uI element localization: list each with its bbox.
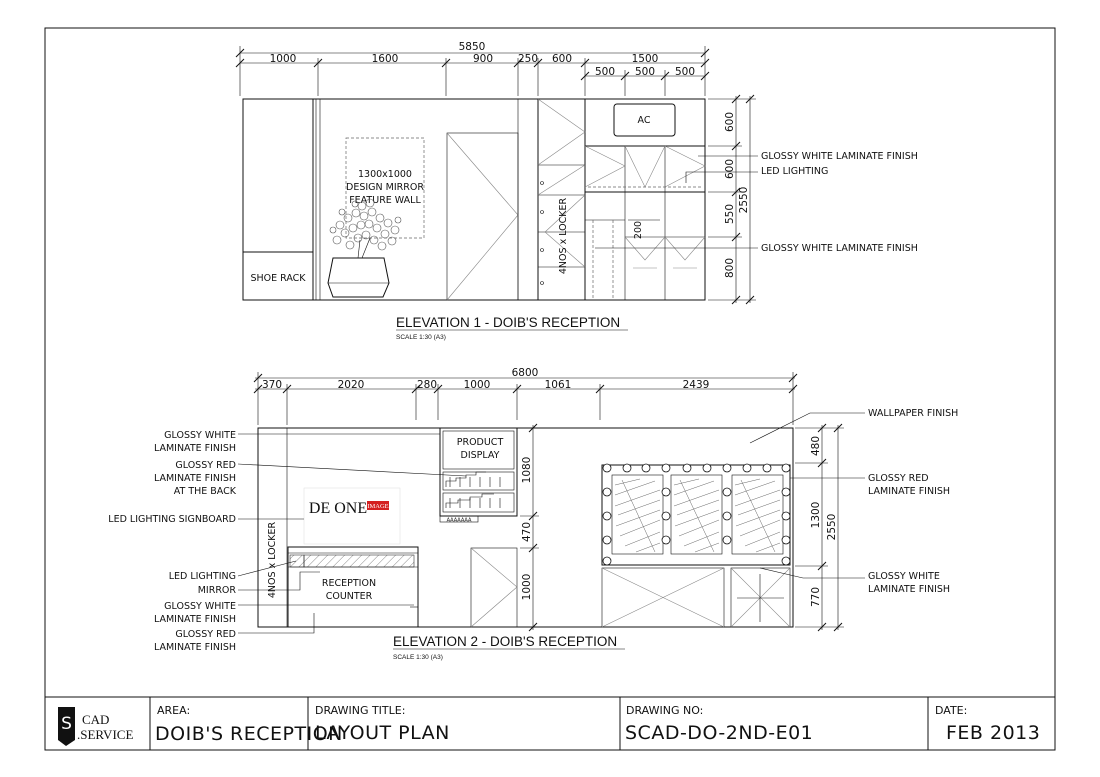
callout-left: GLOSSY WHITE xyxy=(164,601,236,612)
elev1-dim-inner: 200 xyxy=(633,220,644,240)
callout-left: LAMINATE FINISH xyxy=(153,614,236,625)
callout-right: GLOSSY RED xyxy=(868,473,929,484)
elev1-title: ELEVATION 1 - DOIB'S RECEPTION xyxy=(396,315,621,330)
callout-left: MIRROR xyxy=(197,585,236,596)
elevation-1 xyxy=(236,41,918,341)
mirror-label-3: FEATURE WALL xyxy=(349,195,421,206)
sign-sub-text: IMAGE xyxy=(367,503,389,510)
elev2-dim-seg: 280 xyxy=(416,379,438,391)
company-logo xyxy=(58,707,133,746)
elev1-dim-sub: 500 xyxy=(634,66,656,78)
drawing-title-label: DRAWING TITLE: xyxy=(315,704,406,717)
elev2-dim-seg: 1000 xyxy=(463,379,491,391)
elev1-dim-sub: 500 xyxy=(594,66,616,78)
elev1-dim-seg: 600 xyxy=(551,53,573,65)
elev1-dim-v: 600 xyxy=(724,111,736,133)
callout-left: LED LIGHTING SIGNBOARD xyxy=(108,514,236,525)
elev1-cabinets xyxy=(585,104,705,300)
drawing-no-value: SCAD-DO-2ND-E01 xyxy=(625,722,814,744)
elev2-callouts-right xyxy=(750,408,958,595)
elev1-callout: GLOSSY WHITE LAMINATE FINISH xyxy=(761,151,918,162)
potted-plant xyxy=(328,199,401,297)
elev2-dim-overall: 6800 xyxy=(511,367,539,379)
area-value: DOIB'S RECEPTION xyxy=(155,723,343,745)
area-label: AREA: xyxy=(157,704,191,717)
elev1-dim-overall-h: 2550 xyxy=(738,186,750,214)
product-display xyxy=(440,428,517,524)
logo-letter: S xyxy=(61,714,72,734)
elev1-dim-right xyxy=(708,95,756,304)
elev1-dim-v: 550 xyxy=(724,203,736,225)
elev2-dim-v: 1080 xyxy=(521,456,533,484)
elev1-dim-sub: 500 xyxy=(674,66,696,78)
date-value: FEB 2013 xyxy=(946,722,1041,744)
elev1-dim-v: 800 xyxy=(724,257,736,279)
elev2-dim-mid xyxy=(520,424,539,631)
logo-line2: .SERVICE xyxy=(77,727,134,742)
elev2-dim-v: 1000 xyxy=(521,573,533,601)
product-label-1: PRODUCT xyxy=(456,437,504,448)
mirror-label-1: 1300x1000 xyxy=(358,169,412,180)
small-text: AAAAAAA xyxy=(446,517,472,524)
title-block xyxy=(45,697,1055,750)
drawing-no-label: DRAWING NO: xyxy=(626,704,704,717)
callout-left: GLOSSY WHITE xyxy=(164,430,236,441)
callout-left: LAMINATE FINISH xyxy=(153,443,236,454)
elev2-dim-overall-h: 2550 xyxy=(826,513,838,541)
elev1-door xyxy=(447,133,518,300)
counter-label-2: COUNTER xyxy=(325,591,373,602)
elev1-dim-overall: 5850 xyxy=(458,41,486,53)
elev1-locker-label: 4NOS x LOCKER xyxy=(558,197,569,275)
elev1-dim-v: 600 xyxy=(724,158,736,180)
product-label-2: DISPLAY xyxy=(460,450,500,461)
drawing-title-value: LAYOUT PLAN xyxy=(315,722,450,744)
led-signboard xyxy=(304,488,400,544)
shoe-rack-label: SHOE RACK xyxy=(250,273,306,284)
elev2-dim-v: 470 xyxy=(521,521,533,543)
elev2-scale: SCALE 1:30 (A3) xyxy=(393,654,443,661)
elev1-locker xyxy=(538,99,585,300)
callout-right: LAMINATE FINISH xyxy=(868,486,951,497)
elev1-outline xyxy=(243,99,705,300)
elev1-dim-seg: 1600 xyxy=(371,53,399,65)
elev1-dim-seg: 1500 xyxy=(631,53,659,65)
callout-right: GLOSSY WHITE xyxy=(868,571,940,582)
elev1-scale: SCALE 1:30 (A3) xyxy=(396,334,446,341)
callout-left: LED LIGHTING xyxy=(168,571,236,582)
elev2-dim-v: 770 xyxy=(810,586,822,608)
elev2-dim-seg: 1061 xyxy=(544,379,572,391)
elev2-dim-seg: 370 xyxy=(261,379,283,391)
date-label: DATE: xyxy=(935,704,968,717)
callout-left: GLOSSY RED xyxy=(175,629,236,640)
elev2-dim-v: 1300 xyxy=(810,501,822,529)
sign-main-text: DE ONE xyxy=(308,500,368,517)
callout-right: LAMINATE FINISH xyxy=(868,584,951,595)
elev1-dim-seg: 250 xyxy=(517,53,539,65)
elev2-door xyxy=(471,548,517,627)
elev2-dim-top xyxy=(254,367,797,425)
counter-label-1: RECEPTION xyxy=(321,578,377,589)
reception-counter xyxy=(288,547,418,627)
elev1-dim-seg: 900 xyxy=(472,53,494,65)
elev2-dim-v: 480 xyxy=(810,435,822,457)
elevation-2 xyxy=(108,367,958,661)
logo-line1: CAD xyxy=(82,712,110,727)
elev2-locker-label: 4NOS x LOCKER xyxy=(267,521,278,599)
elev2-dim-right xyxy=(795,424,844,631)
callout-left: LAMINATE FINISH xyxy=(153,473,236,484)
elev2-dim-seg: 2439 xyxy=(682,379,710,391)
mirror-label-2: DESIGN MIRROR xyxy=(346,182,424,193)
callout-left: AT THE BACK xyxy=(173,486,236,497)
elev2-dim-seg: 2020 xyxy=(337,379,365,391)
elev1-dim-seg: 1000 xyxy=(269,53,297,65)
ac-label: AC xyxy=(637,115,651,126)
elev1-dim-top xyxy=(236,41,709,96)
mirror-wall xyxy=(602,464,790,627)
callout-left: LAMINATE FINISH xyxy=(153,642,236,653)
elev1-callout: LED LIGHTING xyxy=(761,166,829,177)
callout-right: WALLPAPER FINISH xyxy=(868,408,959,419)
callout-left: GLOSSY RED xyxy=(175,460,236,471)
elev2-title: ELEVATION 2 - DOIB'S RECEPTION xyxy=(393,634,618,649)
elev1-callout: GLOSSY WHITE LAMINATE FINISH xyxy=(761,243,918,254)
